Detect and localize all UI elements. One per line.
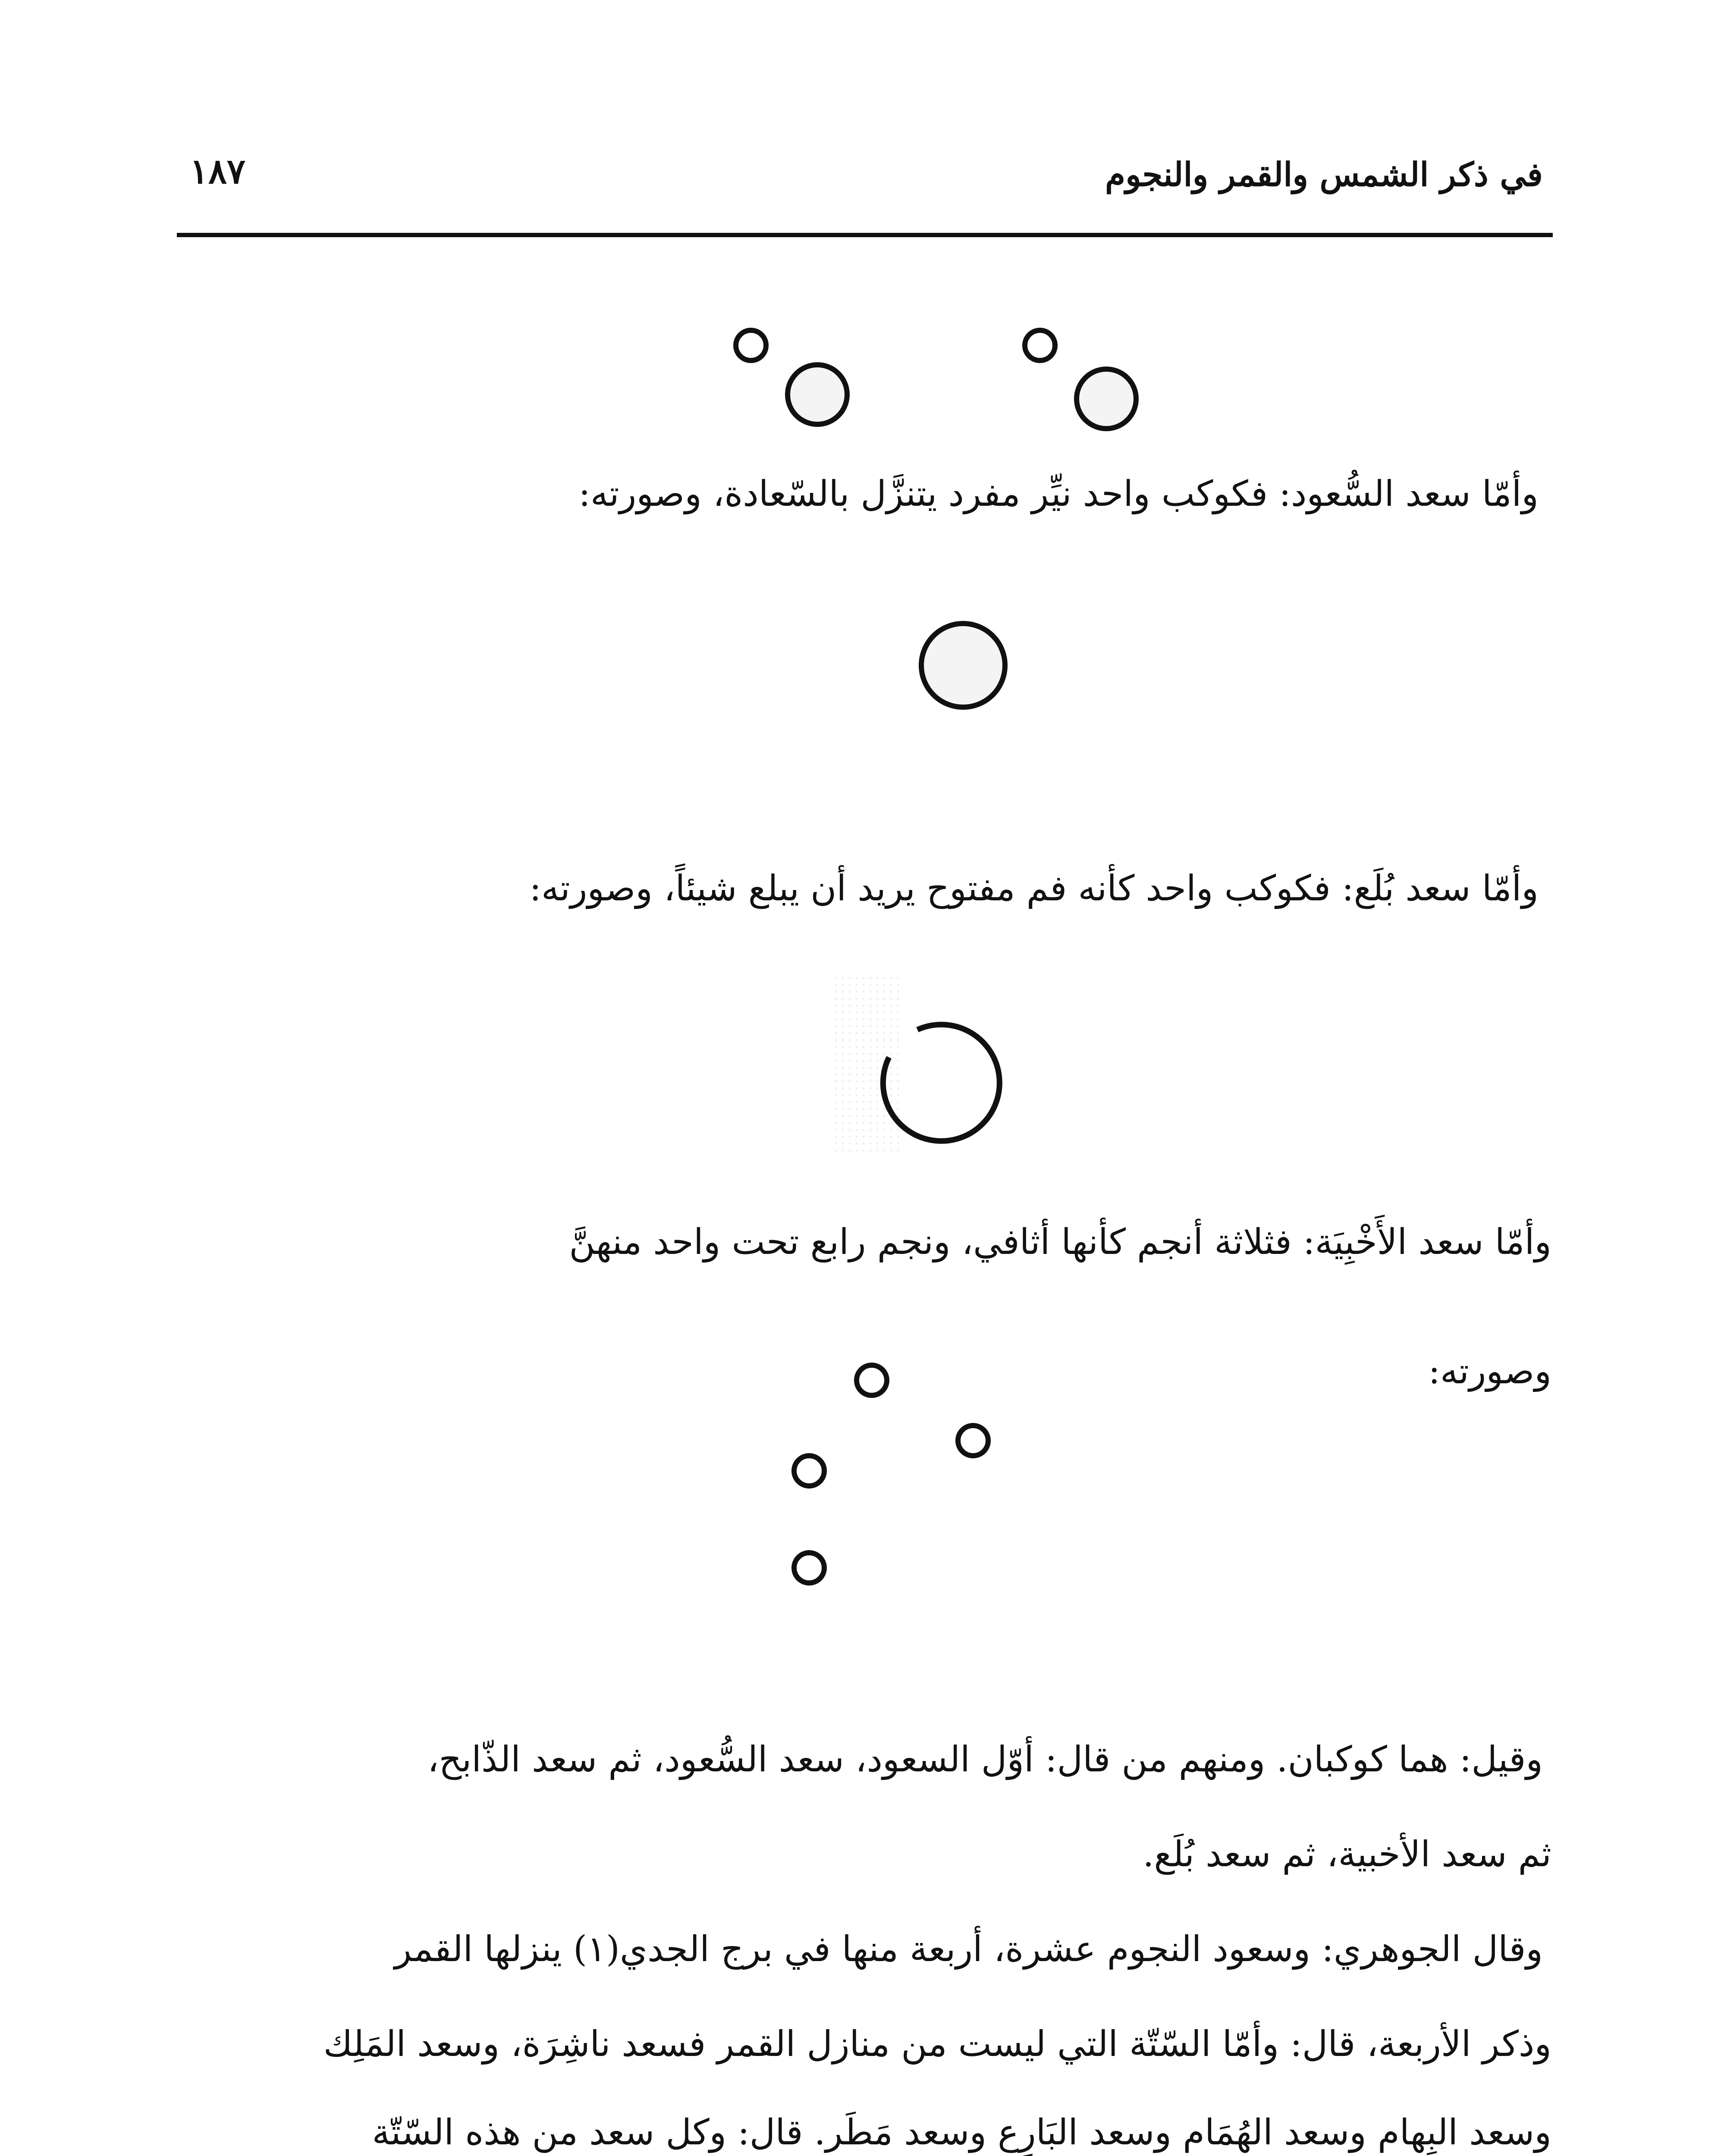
- star-figure-3-top: [854, 1363, 889, 1398]
- text-line: وذكر الأربعة، قال: وأمّا السّتّة التي ليست من منازل القمر فسعد ناشِرَة، وسعد المَلِك: [323, 2024, 1551, 2065]
- star-figure-2-single: [919, 621, 1008, 710]
- text-line: وقيل: هما كوكبان. ومنهم من قال: أوّل السعود، سعد السُّعود، ثم سعد الذّابح،: [427, 1739, 1543, 1780]
- text-line: وأمّا سعد السُّعود: فكوكب واحد نيِّر مفرد يتنزَّل بالسّعادة، وصورته:: [578, 473, 1539, 514]
- text-line: وأمّا سعد بُلَع: فكوكب واحد كأنه فم مفتوح يريد أن يبلع شيئاً، وصورته:: [529, 868, 1539, 909]
- open-mouth-star-figure: [869, 1018, 1003, 1151]
- star-figure-3-middle: [791, 1453, 827, 1489]
- star-figure-1-small-left: [733, 328, 769, 363]
- star-figure-3-bottom: [791, 1550, 827, 1586]
- text-line: وأمّا سعد الأَخْبِيَة: فثلاثة أنجم كأنها أثافي، ونجم رابع تحت واحد منهنَّ: [569, 1222, 1551, 1263]
- text-line: وقال الجوهري: وسعود النجوم عشرة، أربعة منها في برج الجدي(١) ينزلها القمر: [394, 1929, 1543, 1970]
- text-line: وسعد البِهام وسعد الهُمَام وسعد البَارِع وسعد مَطَر. قال: وكل سعد من هذه السّتّة: [372, 2112, 1551, 2153]
- star-figure-1-small-right: [1022, 328, 1058, 363]
- star-figure-3-right: [955, 1423, 991, 1458]
- page-number: ١٨٧: [190, 151, 245, 191]
- text-line: ثم سعد الأخبية، ثم سعد بُلَع.: [1143, 1834, 1551, 1875]
- star-figure-1-large-right: [1074, 367, 1139, 431]
- header-rule: [177, 233, 1553, 237]
- text-line: وصورته:: [1428, 1351, 1551, 1392]
- star-figure-1-large-left: [785, 362, 850, 427]
- running-header-title: في ذكر الشمس والقمر والنجوم: [1105, 155, 1543, 194]
